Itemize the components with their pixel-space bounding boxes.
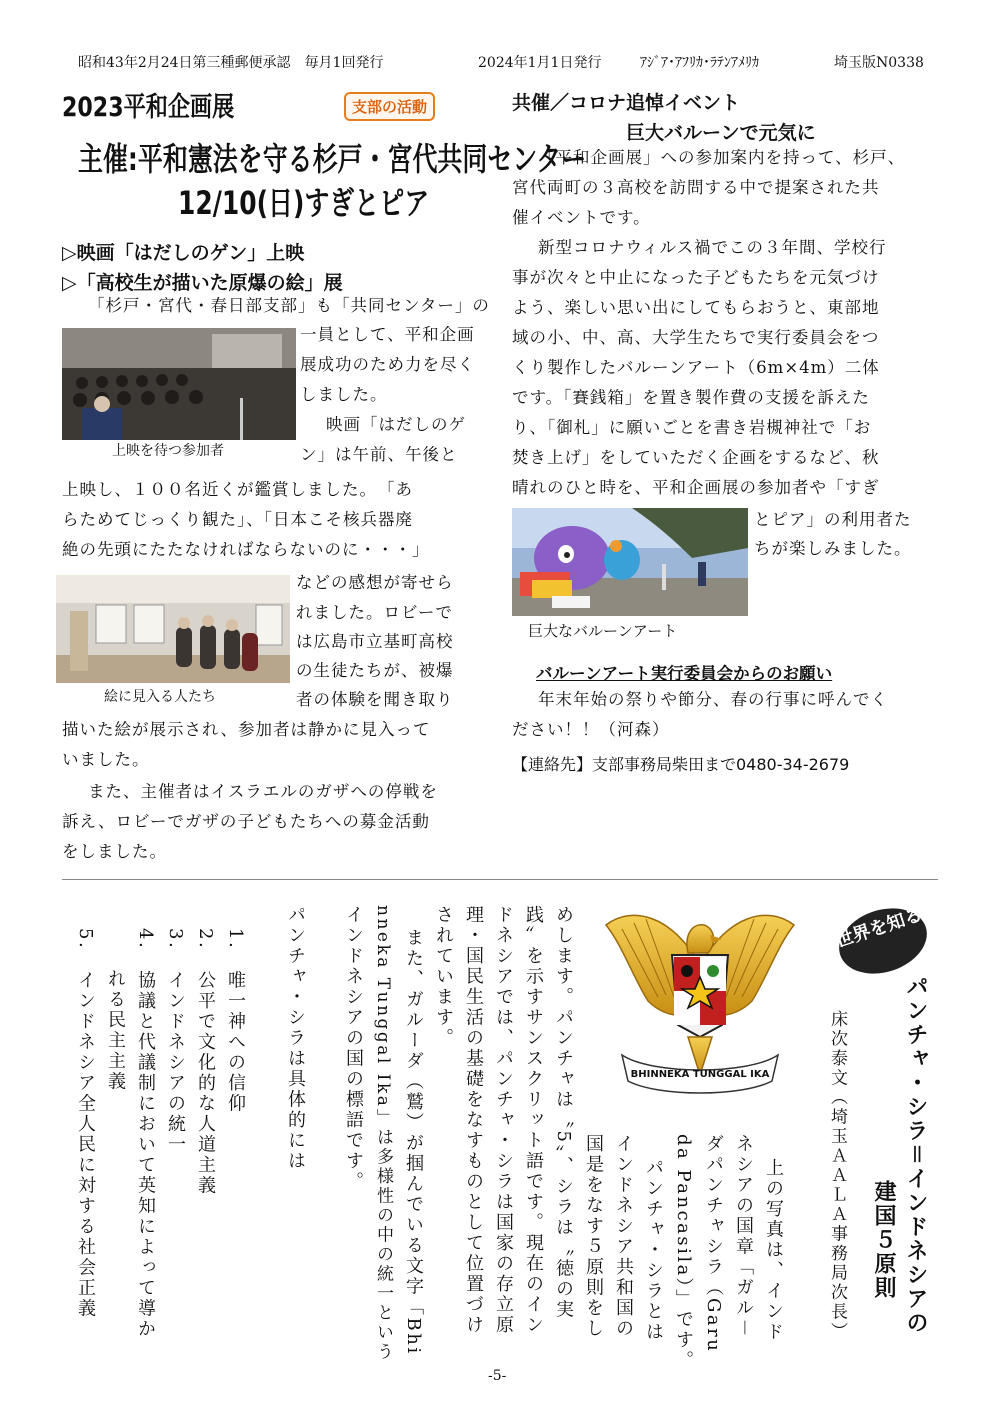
screening-audience-photo	[62, 328, 296, 440]
world-title-line2: 建国５原則	[871, 1180, 896, 1300]
section-divider	[62, 879, 938, 880]
balloon-line: とピア」の利用者た	[754, 510, 912, 529]
event-line: いました。	[62, 750, 150, 769]
world-author: 床次泰文（埼玉ＡＡＬＡ事務局次長）	[827, 1010, 847, 1342]
balloon-title-line1: 共催／コロナ追悼イベント	[512, 92, 741, 114]
event-line: 描いた絵が展示され、参加者は静かに見入って	[62, 720, 431, 739]
balloon-line: 新型コロナウィルス禍でこの３年間、学校行	[538, 238, 887, 257]
header-issue-date: 2024年1月1日発行	[478, 55, 602, 71]
world-long-line: ドネシアでは、パンチャ・シラは国家の存立原	[493, 905, 514, 1336]
event-line: また、主催者はイスラエルのガザへの停戦を	[88, 782, 438, 801]
world-long-line: 践〟を示すサンスクリット語です。現在のイン	[523, 905, 544, 1336]
world-short-line: 国是をなす５原則をし	[583, 1134, 604, 1339]
balloon-line: 晴れのひと時を、平和企画展の参加者や「すぎ	[512, 478, 880, 497]
world-short-line: インドネシア共和国の	[613, 1134, 634, 1339]
emblem-motto: BHINNEKA TUNGGAL IKA	[630, 1069, 770, 1080]
header-publisher: ｱｼﾞｱ･ｱﾌﾘｶ･ﾗﾃﾝｱﾒﾘｶ	[640, 55, 759, 71]
world-short-line: da Pancasila）」です。	[673, 1134, 694, 1372]
event-title-line2: 主催:平和憲法を守る杉戸・宮代共同センター	[78, 140, 587, 178]
event-line: れました。ロビーで	[296, 603, 453, 622]
principle-item-5: 5. インドネシア全人民に対する社会正義	[75, 928, 96, 1320]
world-short-line: 上の写真は、インド	[763, 1158, 784, 1343]
balloon-art-photo	[512, 508, 748, 616]
event-subhead-film: ▷映画「はだしのゲン」上映	[62, 242, 305, 264]
world-globe-badge	[831, 898, 936, 985]
balloon-title-line2: 巨大バルーンで元気に	[626, 122, 816, 144]
world-short-line: パンチャ・シラとは	[643, 1158, 664, 1343]
principle-item-4-cont: れる民主主義	[105, 928, 126, 1092]
event-title-line1: 2023平和企画展	[62, 92, 235, 123]
world-long-line: インドネシアの国の標語です。	[343, 905, 364, 1192]
balloon-request-line: 年末年始の祭りや節分、春の行事に呼んでく	[538, 690, 888, 709]
event-line: 上映し、１００名近くが鑑賞しました。 「あ	[62, 480, 413, 499]
event-line: 者の体験を聞き取り	[296, 690, 454, 709]
world-title-line1: パンチャ・シラ＝インドネシアの	[903, 975, 928, 1336]
event-subhead-exhibit: ▷「高校生が描いた原爆の絵」展	[62, 272, 343, 294]
event-line: の生徒たちが、被爆	[296, 661, 454, 680]
world-long-line: されています。	[433, 905, 454, 1049]
world-short-line: ネシアの国章「ガル－	[733, 1134, 754, 1339]
world-long-line: nneka Tunggal Ika」は多様性の中の統一という	[373, 905, 393, 1362]
balloon-line: くり製作したバルーンアート（6m×4m）二体	[512, 358, 880, 377]
balloon-line: 「平和企画展」への参加案内を持って、杉戸、	[538, 148, 906, 167]
screening-photo-caption: 上映を待つ参加者	[112, 443, 224, 459]
world-long-line: めします。パンチャは〝5〟、シラは〝徳の実	[553, 905, 574, 1320]
event-line: ン」は午前、午後と	[300, 445, 458, 464]
event-line: 展成功のため力を尽く	[300, 355, 475, 374]
header-edition: 埼玉版N0338	[834, 55, 924, 71]
garuda-emblem	[592, 905, 808, 1105]
event-line: をしました。	[62, 842, 167, 861]
event-line: 一員として、平和企画	[300, 325, 475, 344]
balloon-line: 催イベントです。	[512, 208, 651, 227]
event-line: 映画「はだしのゲ	[326, 415, 466, 434]
principle-item-3: 3. インドネシアの統一	[165, 928, 186, 1156]
event-line: らためてじっくり観た」、「日本こそ核兵器廃	[62, 510, 413, 529]
balloon-line: ちが楽しみました。	[754, 539, 912, 558]
world-long-line: また、ガルーダ（鷲）が掴んでいる文字「Bhi	[403, 928, 424, 1356]
viewing-photo-caption: 絵に見入る人たち	[104, 689, 216, 705]
principle-item-4: 4. 協議と代議制において英知によって導か	[135, 928, 156, 1340]
world-globe-label: 世界を知る	[832, 904, 925, 953]
world-long-line: パンチャ・シラは具体的には	[285, 905, 306, 1172]
event-line: は広島市立基町高校	[296, 632, 454, 651]
balloon-request-title: バルーンアート実行委員会からのお願い	[536, 664, 833, 683]
balloon-line: よう、楽しい思い出にしてもらおうと、東部地	[512, 298, 880, 317]
balloon-line: 焚き上げ」をしていただく企画をするなど、秋	[512, 448, 880, 467]
balloon-line: 域の小、中、高、大学生たちで実行委員会をつ	[512, 328, 880, 347]
event-title-line3: 12/10(日)すぎとピア	[178, 184, 430, 222]
event-line: などの感想が寄せら	[296, 573, 454, 592]
event-line: 「杉戸・宮代・春日部支部」も「共同センター」の	[88, 296, 490, 315]
balloon-contact: 【連絡先】支部事務局柴田まで0480-34-2679	[512, 755, 850, 774]
event-line: しました。	[300, 385, 388, 404]
balloon-photo-caption: 巨大なバルーンアート	[528, 622, 678, 640]
event-line: 絶の先頭にたたなければならないのに・・・」	[62, 540, 430, 559]
balloon-line: 宮代両町の３高校を訪問する中で提案された共	[512, 178, 880, 197]
balloon-request-line: ださい！！（河森）	[512, 720, 670, 739]
principle-item-1: 1. 唯一神への信仰	[225, 928, 246, 1115]
world-short-line: ダパンチャシラ（Garu	[703, 1134, 724, 1354]
principle-item-2: 2. 公平で文化的な人道主義	[195, 928, 216, 1197]
header-permit: 昭和43年2月24日第三種郵便承認 毎月1回発行	[78, 55, 384, 71]
branch-activity-badge: 支部の活動	[344, 92, 435, 121]
page-number: -5-	[488, 1368, 507, 1384]
event-line: 訴え、ロビーでガザの子どもたちへの募金活動	[62, 812, 430, 831]
balloon-line: り、「御札」に願いごとを書き岩槻神社で「お	[512, 418, 872, 437]
balloon-line: 事が次々と中止になった子どもたちを元気づけ	[512, 268, 880, 287]
viewing-paintings-photo	[56, 575, 290, 683]
balloon-line: です。「賽銭箱」を置き製作費の支援を訴えた	[512, 388, 870, 407]
world-long-line: 理・国民生活の基礎をなすものとして位置づけ	[463, 905, 484, 1336]
